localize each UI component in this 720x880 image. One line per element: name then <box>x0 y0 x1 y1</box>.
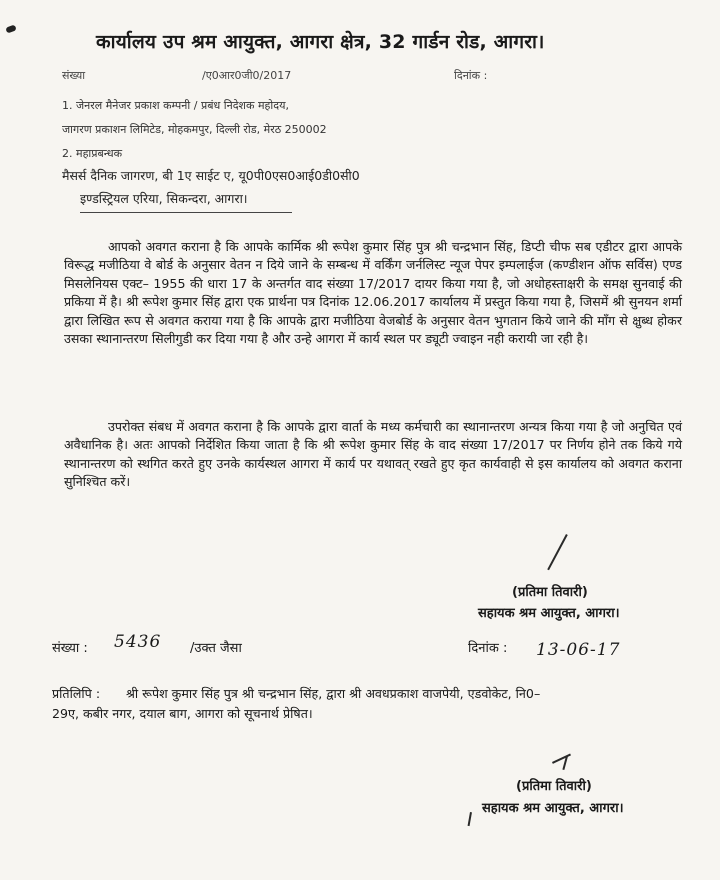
recipient-line: मैसर्स दैनिक जागरण, बी 1ए साईट ए, यू0पी0एस0आई0डी0सी0 <box>62 168 360 183</box>
signature-stroke <box>547 534 567 570</box>
same-as-text: /उक्त जैसा <box>190 641 242 656</box>
date-label: दिनांक : <box>454 69 488 82</box>
signatory-title: सहायक श्रम आयुक्त, आगरा। <box>482 801 624 816</box>
signatory-name: (प्रतिमा तिवारी) <box>516 779 592 794</box>
recipient-line: 1. जेनरल मैनेजर प्रकाश कम्पनी / प्रबंध निदेशक महोदय, <box>62 99 289 112</box>
signatory-title: सहायक श्रम आयुक्त, आगरा। <box>478 606 620 621</box>
handwritten-number: 5436 <box>114 632 162 652</box>
initial-mark <box>468 812 472 826</box>
handwritten-date: 13-06-17 <box>536 640 621 660</box>
copy-line: श्री रूपेश कुमार सिंह पुत्र श्री चन्द्रभान सिंह, द्वारा श्री अवधप्रकाश वाजपेयी, एडवोकेट, नि0– <box>126 686 541 701</box>
date-label: दिनांक : <box>468 641 508 656</box>
recipient-line: जागरण प्रकाशन लिमिटेड, मोहकमपुर, दिल्ली रोड, मेरठ 250002 <box>62 123 327 136</box>
recipient-line: 2. महाप्रबन्धक <box>62 147 123 160</box>
signature-stroke <box>552 754 571 764</box>
body-paragraph: आपको अवगत कराना है कि आपके कार्मिक श्री रूपेश कुमार सिंह पुत्र श्री चन्द्रभान सिंह, डिप्टी चीफ सब एडीटर द्वारा आपके विरूद्ध मजीठिया वे बोर्ड के अनुसार वेतन न दिये जाने के सम्बन्ध में वर्किंग जर्नलिस्ट न्यूज पेपर इम्पलाईज (कण्डीशन ऑफ सर्विस) एण्ड मिसलेनियस एक्ट– 1955 की धारा 17 के अन्तर्गत वाद संख्या 17/2017 दायर किया गया है, जो अधोहस्ताक्षरी के समक्ष सुनवाई की प्रकिया में है। श्री रूपेश कुमार सिंह द्वारा एक प्रार्थना पत्र दिनांक 12.06.2017 कार्यालय में प्रस्तुत किया गया है, जिसमें श्री सुनयन शर्मा द्वारा लिखित रूप से अवगत कराया गया है कि आपके द्वारा मजीठिया वेजबोर्ड के अनुसार वेतन भुगतान किये जाने की माँग से क्षुब्ध होकर उसका स्थानान्तरण सिलीगुडी कर दिया गया है और उन्हे आगरा में कार्य स्थल पर ड्यूटी ज्वाइन नही करायी जा रही है। <box>64 239 682 347</box>
number-label: संख्या <box>62 69 86 82</box>
scan-mark <box>5 24 16 33</box>
recipient-line: इण्डस्ट्रियल एरिया, सिकन्दरा, आगरा। <box>80 191 248 206</box>
copy-line: 29ए, कबीर नगर, दयाल बाग, आगरा को सूचनार्थ प्रेषित। <box>52 706 313 721</box>
number-label: संख्या : <box>52 641 88 656</box>
office-letterhead: कार्यालय उप श्रम आयुक्त, आगरा क्षेत्र, 32 गार्डन रोड, आगरा। <box>96 31 545 53</box>
reference-number: /ए0आर0जी0/2017 <box>202 69 292 82</box>
body-paragraph: उपरोक्त संबध में अवगत कराना है कि आपके द्वारा वार्ता के मध्य कर्मचारी का स्थानान्तरण अन्यत्र किया गया है जो अनुचित एवं अवैधानिक है। अतः आपको निर्देशित किया जाता है कि श्री रूपेश कुमार सिंह के वाद संख्या 17/2017 पर निर्णय होने तक किये गये स्थानान्तरण को स्थगित करते हुए उनके कार्यस्थल आगरा में कार्य पर यथावत् रखते हुए कृत कार्यवाही से इस कार्यालय को अवगत कराना सुनिश्चित करें। <box>64 419 682 490</box>
copy-label: प्रतिलिपि : <box>52 686 101 701</box>
signatory-name: (प्रतिमा तिवारी) <box>512 585 588 600</box>
address-underline <box>80 212 292 213</box>
